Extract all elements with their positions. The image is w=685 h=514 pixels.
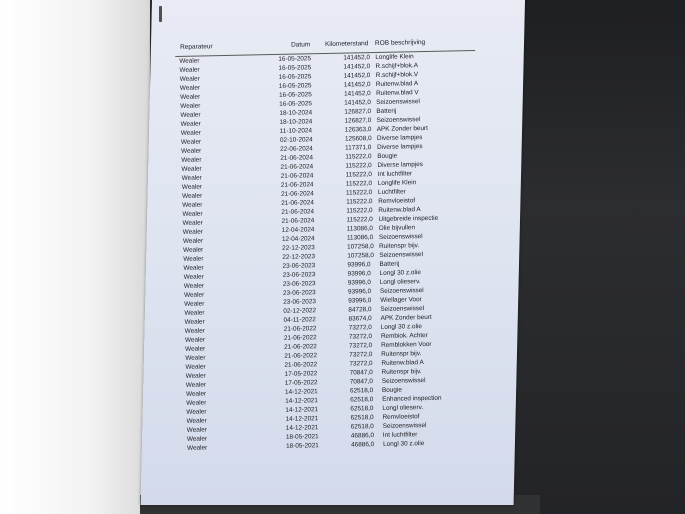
cell-omschrijving: Seizoenswissel (380, 305, 425, 313)
cell-reparateur: Wealer (183, 264, 204, 272)
cell-datum: 02-10-2024 (279, 136, 313, 144)
cell-datum: 22-06-2024 (280, 145, 313, 153)
cell-reparateur: Wealer (181, 147, 202, 155)
cell-reparateur: Wealer (180, 120, 201, 128)
cell-kilometerstand: 107258,0 (347, 252, 375, 260)
cell-omschrijving: Ruitenw.blad A (375, 80, 419, 88)
cell-datum: 23-06-2023 (282, 289, 316, 297)
cell-kilometerstand: 93996,0 (347, 261, 371, 269)
header-reparateur: Reparateur (179, 43, 213, 51)
cell-datum: 16-05-2025 (279, 100, 313, 108)
cell-kilometerstand: 141452,0 (343, 63, 371, 71)
cell-omschrijving: Wiellager Voor (380, 296, 422, 304)
header-kilometerstand: Kilometerstand (324, 40, 369, 48)
cell-kilometerstand: 113086,0 (346, 225, 374, 233)
cell-datum: 04-11-2022 (283, 316, 316, 324)
header-datum: Datum (290, 41, 311, 49)
cell-datum: 16-05-2025 (278, 82, 312, 90)
cell-reparateur: Wealer (186, 417, 207, 425)
cell-kilometerstand: 107258,0 (347, 243, 374, 251)
cell-omschrijving: Enhanced inspection (382, 394, 442, 403)
cell-kilometerstand: 115222,0 (345, 162, 372, 170)
cell-reparateur: Wealer (183, 255, 204, 263)
cell-reparateur: Wealer (182, 219, 203, 227)
cell-omschrijving: Remblokken Voor (381, 340, 432, 349)
cell-datum: 14-12-2021 (284, 388, 318, 396)
cell-kilometerstand: 126827,0 (344, 108, 372, 116)
cell-omschrijving: Diverse lampjes (376, 134, 423, 142)
cell-omschrijving: Luchtfilter (377, 188, 406, 196)
cell-datum: 23-06-2023 (282, 271, 316, 279)
cell-datum: 16-05-2025 (278, 91, 312, 99)
cell-kilometerstand: 70847,0 (349, 378, 373, 386)
cell-datum: 21-06-2024 (280, 190, 314, 198)
cell-datum: 21-06-2024 (280, 163, 314, 171)
cell-datum: 16-05-2025 (278, 64, 312, 72)
cell-kilometerstand: 141452,0 (343, 81, 371, 89)
cell-kilometerstand: 115222,0 (345, 189, 373, 197)
cell-kilometerstand: 62518,0 (350, 423, 374, 431)
cell-reparateur: Wealer (179, 75, 200, 83)
cell-reparateur: Wealer (181, 183, 203, 191)
cell-reparateur: Wealer (182, 228, 203, 236)
cell-reparateur: Wealer (184, 309, 205, 317)
cell-omschrijving: APK Zonder beurt (376, 124, 428, 133)
cell-omschrijving: Remvloeistof (382, 413, 420, 421)
cell-datum: 17-05-2022 (284, 370, 318, 378)
cell-reparateur: Wealer (180, 138, 202, 146)
cell-datum: 23-06-2023 (282, 280, 316, 288)
cell-reparateur: Wealer (184, 336, 206, 344)
cell-reparateur: Wealer (180, 129, 202, 137)
cell-omschrijving: Seizoenswissel (382, 422, 427, 430)
cell-datum: 23-06-2023 (282, 262, 316, 270)
cell-kilometerstand: 73272,0 (349, 342, 373, 350)
cell-reparateur: Wealer (181, 192, 203, 200)
cell-reparateur: Wealer (180, 93, 201, 101)
cell-reparateur: Wealer (179, 57, 200, 65)
cell-datum: 22-12-2023 (282, 244, 315, 252)
background-left (0, 0, 150, 514)
cell-datum: 14-12-2021 (285, 415, 319, 423)
cell-reparateur: Wealer (183, 291, 205, 299)
cell-datum: 23-06-2023 (283, 298, 316, 306)
cell-kilometerstand: 115222,0 (346, 198, 373, 206)
cell-datum: 18-10-2024 (279, 118, 313, 126)
cell-kilometerstand: 70847,0 (349, 369, 373, 377)
cell-omschrijving: Seizoenswissel (379, 251, 424, 259)
cell-datum: 21-06-2022 (284, 343, 317, 351)
cell-reparateur: Wealer (182, 237, 204, 245)
cell-kilometerstand: 46886,0 (351, 441, 375, 449)
cell-kilometerstand: 93996,0 (348, 297, 372, 305)
cell-omschrijving: Ruitenspr bijv. (381, 350, 422, 358)
cell-reparateur: Wealer (181, 156, 202, 164)
cell-reparateur: Wealer (182, 201, 203, 209)
cell-omschrijving: Seizoenswissel (379, 287, 424, 295)
cell-omschrijving: Diverse lampjes (377, 143, 423, 151)
cell-datum: 21-06-2022 (284, 352, 318, 360)
cell-datum: 21-06-2024 (281, 199, 314, 207)
cell-kilometerstand: 126363,0 (344, 126, 372, 134)
cell-datum: 17-05-2022 (284, 379, 318, 387)
cell-omschrijving: Seizoenswissel (376, 116, 421, 124)
cell-kilometerstand: 115222,0 (345, 180, 373, 188)
cell-reparateur: Wealer (187, 444, 208, 452)
cell-omschrijving: R.schijf+blok.V (375, 71, 419, 79)
cell-reparateur: Wealer (186, 408, 207, 416)
cell-reparateur: Wealer (182, 210, 203, 218)
cell-datum: 16-05-2025 (278, 55, 312, 63)
cell-kilometerstand: 73272,0 (348, 324, 372, 332)
cell-kilometerstand: 141452,0 (344, 99, 371, 107)
cell-kilometerstand: 62518,0 (350, 414, 374, 422)
background-right (515, 0, 685, 514)
cell-datum: 18-05-2021 (286, 442, 319, 450)
cell-reparateur: Wealer (185, 390, 207, 398)
cell-reparateur: Wealer (185, 363, 206, 371)
cell-kilometerstand: 126827,0 (344, 117, 372, 125)
cell-reparateur: Wealer (186, 426, 207, 434)
cell-reparateur: Wealer (181, 174, 202, 182)
cell-reparateur: Wealer (185, 345, 206, 353)
cell-datum: 21-06-2022 (283, 325, 317, 333)
cell-omschrijving: Diverse lampjes (377, 161, 424, 169)
cell-omschrijving: Longl olieserv. (379, 278, 421, 286)
cell-kilometerstand: 93996,0 (347, 288, 372, 296)
cell-kilometerstand: 115222,0 (346, 216, 373, 224)
cell-datum: 18-05-2021 (285, 433, 319, 441)
table-body (175, 51, 483, 453)
cell-kilometerstand: 83674,0 (348, 315, 372, 323)
cell-omschrijving: Uitgebreide inspectie (378, 214, 439, 223)
cell-omschrijving: R.schijf+blok.A (375, 62, 419, 70)
cell-kilometerstand: 115222,0 (346, 207, 373, 215)
cell-reparateur: Wealer (184, 327, 205, 335)
cell-reparateur: Wealer (183, 282, 205, 290)
cell-reparateur: Wealer (181, 165, 202, 173)
cell-datum: 18-10-2024 (279, 109, 313, 117)
cell-reparateur: Wealer (186, 435, 208, 443)
cell-omschrijving: Longl 30 z.olie (383, 440, 425, 448)
cell-reparateur: Wealer (184, 318, 205, 326)
cell-omschrijving: Ruitenspr bijv. (381, 368, 422, 376)
cell-omschrijving: Olie bijvullen (378, 224, 416, 232)
cell-omschrijving: Int luchtfilter (377, 170, 413, 178)
cell-datum: 21-06-2024 (281, 208, 315, 216)
cell-omschrijving: Ruitenspr bijv. (379, 242, 420, 250)
cell-kilometerstand: 62518,0 (350, 396, 374, 404)
cell-datum: 22-12-2023 (282, 253, 316, 261)
cell-kilometerstand: 93996,0 (347, 279, 372, 287)
cell-kilometerstand: 93996,0 (347, 270, 371, 278)
cell-omschrijving: Longl 30 z.olie (379, 269, 421, 277)
cell-kilometerstand: 113086,0 (346, 234, 374, 242)
cell-datum: 02-12-2022 (283, 307, 317, 315)
cell-kilometerstand: 73272,0 (348, 333, 373, 341)
cell-omschrijving: Seizoenswissel (381, 377, 426, 385)
cell-omschrijving: Int luchtfilter (382, 431, 418, 439)
cell-datum: 12-04-2024 (281, 226, 315, 234)
cell-omschrijving: Longlife Klein (375, 53, 414, 61)
cell-omschrijving: Batterij (376, 107, 397, 115)
cell-reparateur: Wealer (186, 399, 207, 407)
maintenance-history-table (175, 38, 483, 453)
cell-datum: 21-06-2024 (280, 172, 314, 180)
cell-omschrijving: Batterij (379, 260, 400, 268)
cell-kilometerstand: 46886,0 (350, 432, 375, 440)
cell-datum: 11-10-2024 (279, 127, 313, 135)
staple-mark (159, 6, 162, 22)
cell-reparateur: Wealer (179, 84, 201, 92)
cell-reparateur: Wealer (183, 273, 204, 281)
cell-datum: 21-06-2022 (283, 334, 317, 342)
cell-kilometerstand: 117371,0 (345, 144, 372, 152)
cell-reparateur: Wealer (180, 111, 201, 119)
header-omschrijving: ROB beschrijving (374, 38, 426, 47)
cell-kilometerstand: 141452,0 (343, 90, 371, 98)
cell-kilometerstand: 73272,0 (349, 351, 373, 359)
cell-kilometerstand: 141452,0 (343, 54, 371, 62)
cell-reparateur: Wealer (179, 66, 200, 74)
cell-datum: 21-06-2024 (280, 154, 314, 162)
cell-kilometerstand: 73272,0 (349, 360, 373, 368)
cell-reparateur: Wealer (185, 381, 207, 389)
cell-kilometerstand: 141452,0 (343, 72, 371, 80)
cell-kilometerstand: 62518,0 (349, 387, 374, 395)
cell-omschrijving: Ruitenw.blad A (381, 359, 424, 367)
cell-datum: 16-05-2025 (278, 73, 312, 81)
cell-kilometerstand: 115222,0 (345, 153, 372, 161)
cell-omschrijving: Ruitenw.blad V (375, 89, 419, 97)
cell-datum: 21-06-2022 (284, 361, 318, 369)
cell-datum: 21-06-2024 (280, 181, 314, 189)
cell-kilometerstand: 125608,0 (344, 135, 372, 143)
cell-omschrijving: Remvloeistof (378, 197, 416, 205)
cell-datum: 12-04-2024 (281, 235, 315, 243)
cell-omschrijving: Longlife Klein (377, 179, 417, 187)
cell-omschrijving: Rembiok. Achter (380, 331, 428, 340)
cell-omschrijving: Longl olieserv. (382, 404, 424, 412)
cell-omschrijving: Seizoenswissel (376, 98, 420, 106)
cell-omschrijving: Bougie (381, 386, 402, 394)
cell-reparateur: Wealer (185, 372, 206, 380)
cell-kilometerstand: 84728,0 (348, 306, 372, 314)
cell-omschrijving: Ruitenw.blad A (378, 206, 421, 214)
cell-omschrijving: Longl 30 z.olie (380, 323, 423, 331)
cell-kilometerstand: 62518,0 (350, 405, 374, 413)
cell-kilometerstand: 115222,0 (345, 171, 372, 179)
cell-reparateur: Wealer (184, 300, 205, 308)
cell-datum: 14-12-2021 (285, 424, 319, 432)
cell-datum: 14-12-2021 (285, 397, 318, 405)
cell-reparateur: Wealer (183, 246, 204, 254)
cell-omschrijving: Seizoenswissel (378, 233, 423, 241)
cell-omschrijving: Bougie (377, 152, 398, 160)
cell-datum: 21-06-2024 (281, 217, 315, 225)
cell-omschrijving: APK Zonder beurt (380, 313, 432, 322)
cell-datum: 14-12-2021 (285, 406, 319, 414)
cell-reparateur: Wealer (180, 102, 201, 110)
cell-reparateur: Wealer (185, 354, 206, 362)
